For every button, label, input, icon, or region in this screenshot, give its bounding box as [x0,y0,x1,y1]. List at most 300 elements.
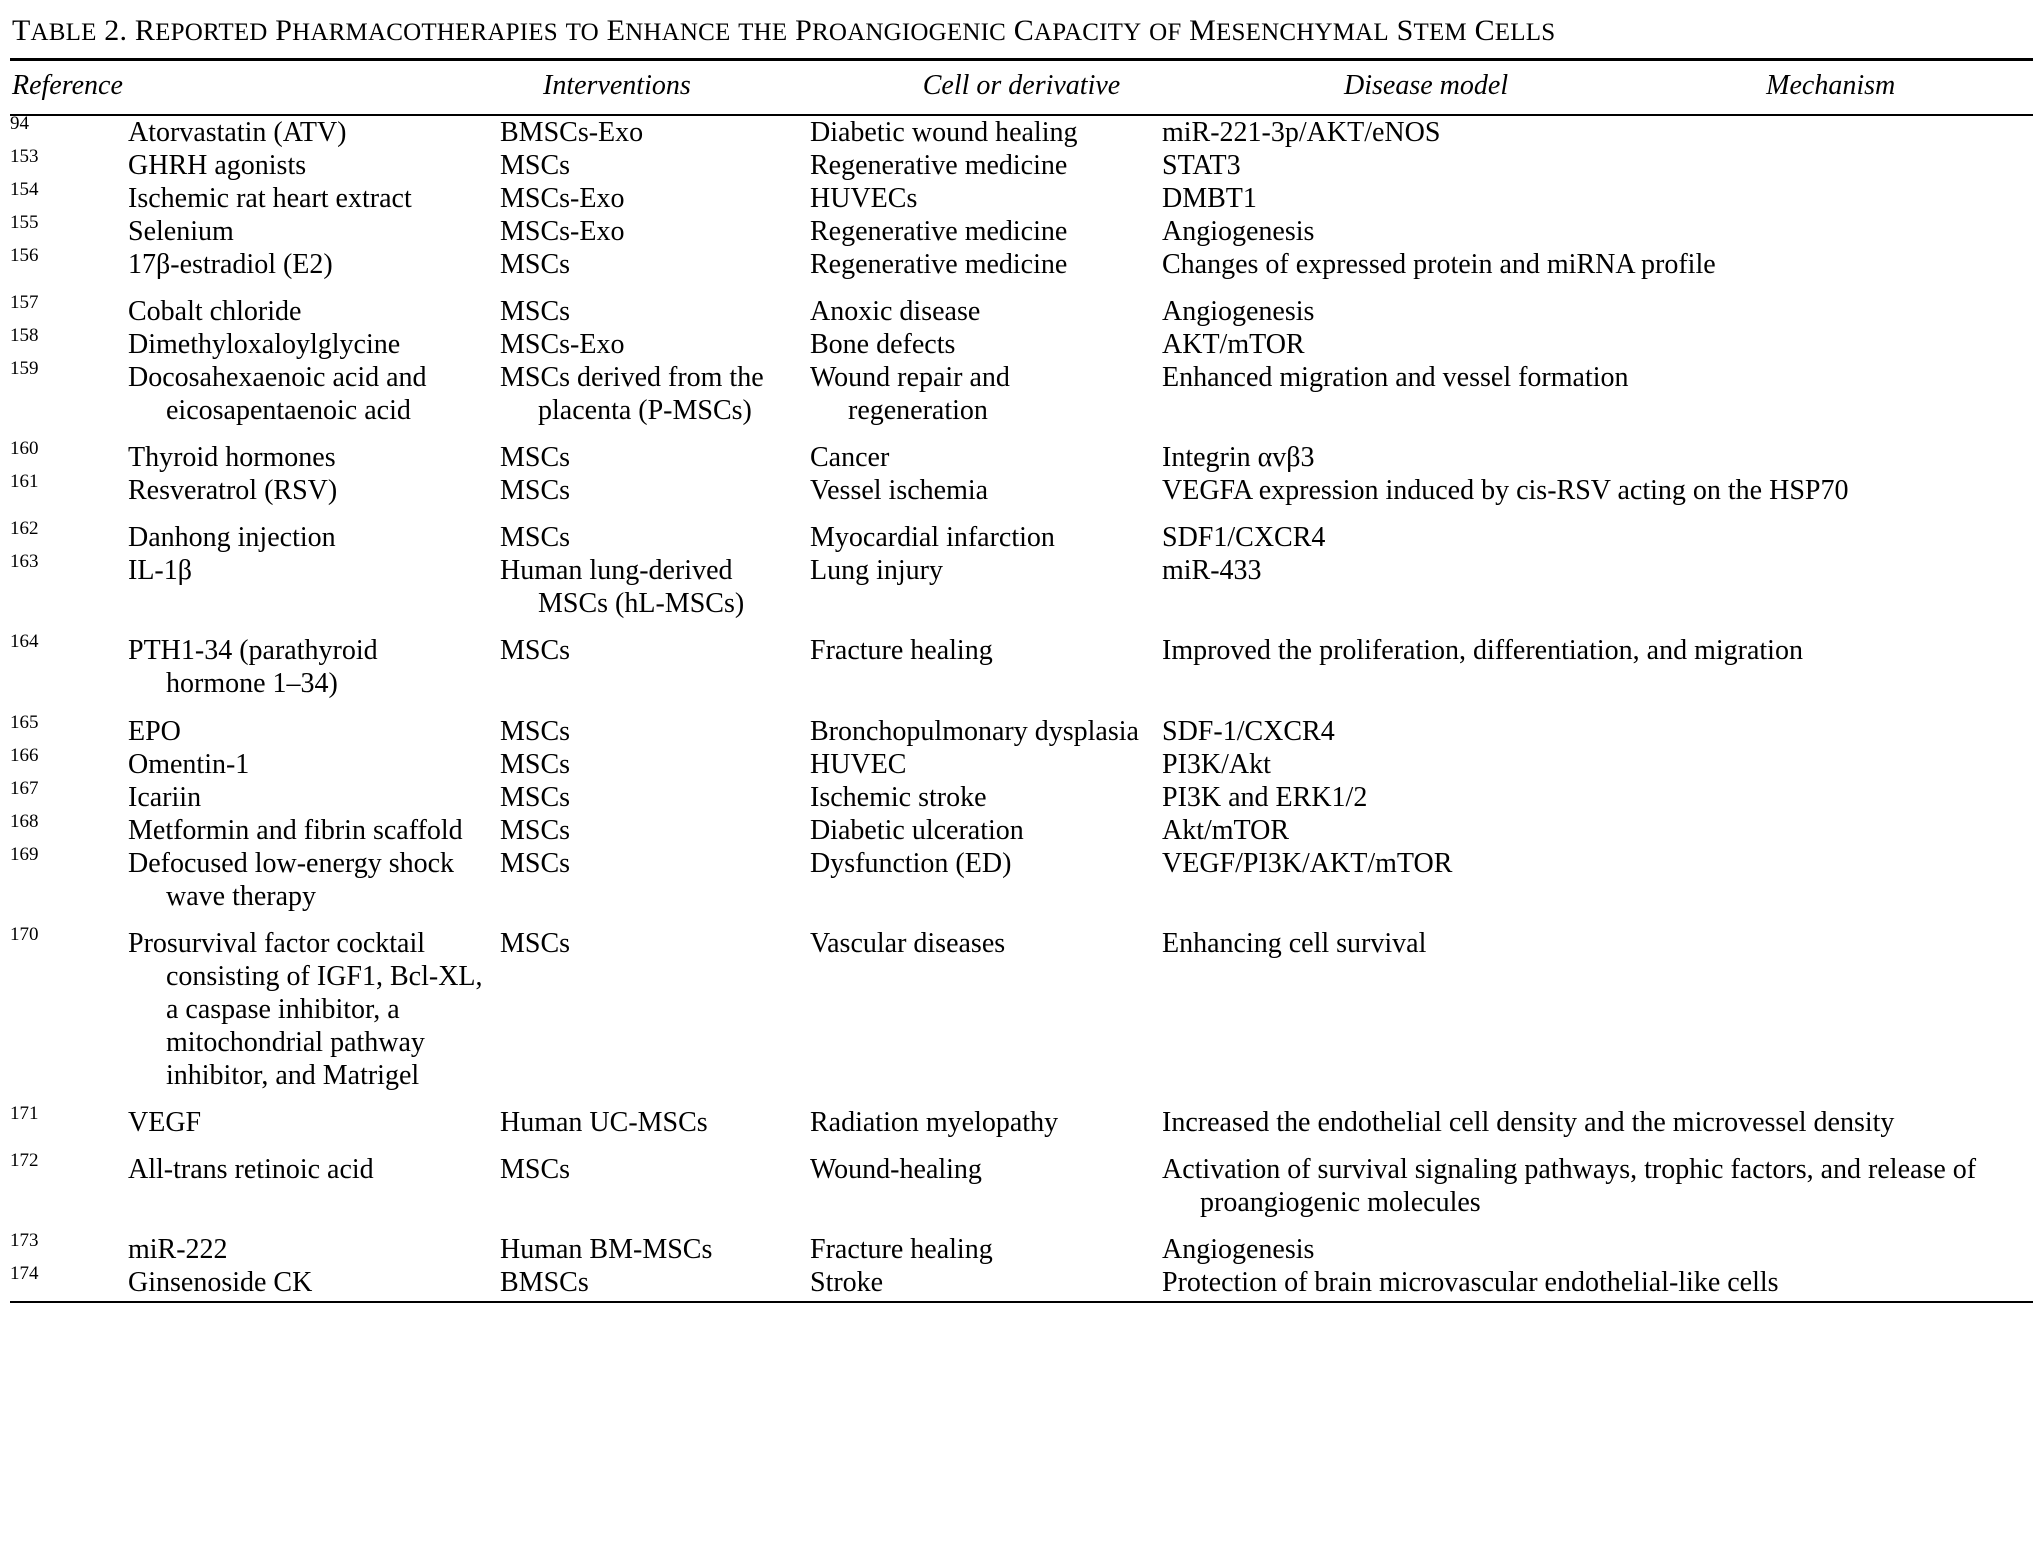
reference-cell [10,113,128,149]
reference-cell [10,358,128,427]
intervention-cell [128,295,500,328]
mechanism-cell-text: Improved the proliferation, differentiation, and migration [1162,635,1803,667]
mechanism-cell [1162,295,2033,328]
row-gap-cell [1162,281,2033,295]
reference-number: 166 [10,744,39,766]
row-gap-cell [1162,701,2033,715]
reference-number: 158 [10,325,39,347]
intervention-cell [128,847,500,913]
table-row [10,182,2033,215]
reference-cell [10,179,128,215]
cell-derivative-cell-text: MSCs [500,847,571,879]
disease-model-cell-text: Cancer [810,442,890,474]
cell-derivative-cell [500,248,810,281]
intervention-cell [128,215,500,248]
reference-cell [10,843,128,913]
mechanism-cell-text: Integrin αvβ3 [1162,442,1315,474]
cell-derivative-cell [500,215,810,248]
intervention-cell-text: miR-222 [128,1233,228,1265]
mechanism-cell-text: Akt/mTOR [1162,814,1290,846]
mechanism-cell [1162,1233,2033,1266]
disease-model-cell-text: Fracture healing [810,1233,993,1265]
disease-model-cell-text: Dysfunction (ED) [810,847,1012,879]
mechanism-cell-text: Protection of brain microvascular endothelial-like cells [1162,1266,1779,1298]
mechanism-cell-text: Angiogenesis [1162,1233,1315,1265]
mechanism-cell [1162,847,2033,913]
cell-derivative-cell-text: Human UC-MSCs [500,1106,708,1138]
reference-cell [10,1149,128,1219]
intervention-cell [128,1106,500,1139]
row-gap-cell [500,701,810,715]
reference-cell [10,518,128,554]
reference-number: 170 [10,923,39,945]
row-gap-cell [1162,1139,2033,1153]
reference-number: 163 [10,551,39,573]
reference-number: 155 [10,212,39,234]
disease-model-cell [810,248,1162,281]
mechanism-cell [1162,1106,2033,1139]
reference-number: 161 [10,471,39,493]
disease-model-cell-text: Fracture healing [810,635,993,667]
row-gap-cell [810,1139,1162,1153]
intervention-cell [128,927,500,1092]
mechanism-cell [1162,182,2033,215]
disease-model-cell-text: HUVEC [810,748,907,780]
row-gap-cell [810,913,1162,927]
reference-number: 157 [10,292,39,314]
intervention-cell [128,441,500,474]
reference-cell [10,810,128,847]
row-gap [10,1139,2033,1153]
reference-cell [10,1102,128,1139]
cell-derivative-cell-text: MSCs [500,522,571,554]
reference-number: 153 [10,146,39,168]
table-row [10,215,2033,248]
intervention-cell-text: PTH1-34 (parathyroid hormone 1–34) [128,635,378,700]
mechanism-cell [1162,781,2033,814]
row-gap-cell [1162,427,2033,441]
row-gap-cell [810,701,1162,715]
intervention-cell-text: GHRH agonists [128,150,307,182]
reference-number: 162 [10,518,39,540]
reference-cell [10,711,128,748]
reference-cell [10,245,128,281]
cell-derivative-cell-text: MSCs [500,475,571,507]
intervention-cell [128,248,500,281]
column-header-reference: Reference [12,70,123,101]
table-row [10,781,2033,814]
table-row [10,1153,2033,1219]
mechanism-cell [1162,215,2033,248]
intervention-cell-text: Docosahexaenoic acid and eicosapentaenoic acid [128,362,427,427]
intervention-cell [128,1153,500,1219]
reference-cell [10,777,128,814]
mechanism-cell [1162,748,2033,781]
cell-derivative-cell [500,634,810,700]
cell-derivative-cell-text: MSCs [500,442,571,474]
table-row [10,474,2033,507]
mechanism-cell-text: Enhanced migration and vessel formation [1162,362,1629,394]
intervention-cell [128,781,500,814]
disease-model-cell [810,116,1162,149]
disease-model-cell-text: Vessel ischemia [810,475,989,507]
row-gap-cell [1162,507,2033,521]
disease-model-cell [810,554,1162,620]
column-header-interventions: Interventions [543,70,691,101]
disease-model-cell [810,1233,1162,1266]
cell-derivative-cell [500,748,810,781]
intervention-cell-text: EPO [128,715,181,747]
cell-derivative-cell-text: Human BM-MSCs [500,1233,713,1265]
intervention-cell-text: Defocused low-energy shock wave therapy [128,847,455,912]
cell-derivative-cell-text: MSCs [500,781,571,813]
row-gap-cell [128,1092,500,1106]
reference-cell [10,325,128,361]
reference-number: 168 [10,810,39,832]
row-gap [10,701,2033,715]
mechanism-cell-text: SDF1/CXCR4 [1162,522,1326,554]
reference-number: 164 [10,631,39,653]
mechanism-cell-text: Angiogenesis [1162,216,1315,248]
table-row [10,295,2033,328]
disease-model-cell [810,182,1162,215]
cell-derivative-cell [500,814,810,847]
reference-cell [10,1262,128,1299]
disease-model-cell-text: Regenerative medicine [810,150,1068,182]
reference-number: 174 [10,1262,39,1284]
column-header-mechanism: Mechanism [1766,70,1896,101]
cell-derivative-cell [500,847,810,913]
row-gap-cell [128,427,500,441]
reference-cell [10,551,128,620]
reference-cell [10,923,128,1092]
mechanism-cell-text: Changes of expressed protein and miRNA profile [1162,249,1716,281]
table-label: T [12,14,31,47]
intervention-cell-text: Ginsenoside CK [128,1266,313,1298]
row-gap-cell [128,620,500,634]
row-gap [10,507,2033,521]
cell-derivative-cell-text: MSCs [500,1153,571,1185]
mechanism-cell [1162,554,2033,620]
row-gap-cell [500,507,810,521]
mechanism-cell [1162,634,2033,700]
table-row [10,361,2033,427]
mechanism-cell-text: DMBT1 [1162,183,1257,215]
cell-derivative-cell [500,781,810,814]
intervention-cell-text: Danhong injection [128,522,336,554]
cell-derivative-cell-text: MSCs-Exo [500,329,625,361]
intervention-cell [128,474,500,507]
disease-model-cell [810,748,1162,781]
intervention-cell-text: Cobalt chloride [128,296,302,328]
reference-number: 169 [10,843,39,865]
intervention-cell-text: Resveratrol (RSV) [128,475,338,507]
cell-derivative-cell-text: MSCs [500,748,571,780]
table-row [10,441,2033,474]
row-gap-cell [128,1139,500,1153]
mechanism-cell-text: Enhancing cell survival [1162,927,1427,959]
reference-number: 172 [10,1149,39,1171]
cell-derivative-cell [500,927,810,1092]
mechanism-cell [1162,715,2033,748]
intervention-cell-text: Dimethyloxaloylglycine [128,329,401,361]
mechanism-cell-text: AKT/mTOR [1162,329,1305,361]
disease-model-cell [810,927,1162,1092]
mechanism-cell-text: miR-221-3p/AKT/eNOS [1162,117,1441,148]
pharmacotherapies-table [10,61,2033,114]
reference-number: 165 [10,711,39,733]
intervention-cell [128,715,500,748]
disease-model-cell [810,474,1162,507]
cell-derivative-cell-text: MSCs [500,635,571,667]
row-gap [10,1092,2033,1106]
cell-derivative-cell-text: MSCs-Exo [500,183,625,215]
row-gap-cell [500,1092,810,1106]
table-row [10,149,2033,182]
row-gap [10,620,2033,634]
table-row [10,715,2033,748]
cell-derivative-cell-text: MSCs-Exo [500,216,625,248]
disease-model-cell [810,781,1162,814]
table-caption: TABLE 2. REPORTED PHARMACOTHERAPIES TO ENHANCE THE PROANGIOGENIC CAPACITY OF MESENCHYMAL STEM CELLS [12,14,1556,47]
disease-model-cell [810,361,1162,427]
column-header-cell: Cell or derivative [922,70,1121,101]
intervention-cell [128,554,500,620]
cell-derivative-cell-text: MSCs derived from the placenta (P-MSCs) [500,362,764,427]
reference-number: 167 [10,777,39,799]
disease-model-cell [810,328,1162,361]
disease-model-cell-text: Bone defects [810,329,956,361]
row-gap-cell [1162,1219,2033,1233]
table-row [10,814,2033,847]
mechanism-cell [1162,474,2033,507]
disease-model-cell [810,295,1162,328]
mechanism-cell [1162,248,2033,281]
intervention-cell-text: Metformin and fibrin scaffold [128,814,463,846]
table-row [10,554,2033,620]
disease-model-cell-text: Regenerative medicine [810,216,1068,248]
table-body [10,113,2033,1299]
cell-derivative-cell [500,1153,810,1219]
row-gap-cell [128,1219,500,1233]
mechanism-cell-text: Activation of survival signaling pathways, trophic factors, and release of proangiogenic molecules [1162,1153,1977,1218]
table-row [10,927,2033,1092]
reference-cell [10,212,128,248]
row-gap-cell [128,281,500,295]
disease-model-cell-text: Radiation myelopathy [810,1106,1059,1138]
cell-derivative-cell [500,1266,810,1299]
intervention-cell [128,182,500,215]
table-row [10,1106,2033,1139]
cell-derivative-cell-text: MSCs [500,927,571,959]
reference-cell [10,631,128,700]
mechanism-cell-text: VEGFA expression induced by cis-RSV acting on the HSP70 [1162,475,1849,507]
row-gap-cell [128,913,500,927]
intervention-cell [128,748,500,781]
row-gap [10,427,2033,441]
table-bottom-rule [10,1301,2033,1303]
reference-number: 173 [10,1229,39,1251]
table-row [10,521,2033,554]
mechanism-cell-text: miR-433 [1162,555,1262,587]
mechanism-cell-text: Angiogenesis [1162,296,1315,328]
disease-model-cell-text: Wound repair and regeneration [810,362,1010,427]
intervention-cell-text: Selenium [128,216,234,248]
intervention-cell [128,634,500,700]
intervention-cell [128,361,500,427]
row-gap-cell [1162,913,2033,927]
disease-model-cell [810,1106,1162,1139]
disease-model-cell-text: Lung injury [810,555,943,587]
disease-model-cell-text: Ischemic stroke [810,781,987,813]
disease-model-cell-text: Diabetic wound healing [810,117,1078,148]
reference-cell [10,1229,128,1266]
cell-derivative-cell [500,116,810,149]
intervention-cell [128,521,500,554]
cell-derivative-cell-text: Human lung-derived MSCs (hL-MSCs) [500,555,745,620]
cell-derivative-cell [500,441,810,474]
table-body-wrapper [10,113,2033,1299]
intervention-cell-text: All-trans retinoic acid [128,1153,374,1185]
row-gap-cell [1162,620,2033,634]
intervention-cell [128,328,500,361]
mechanism-cell-text: STAT3 [1162,150,1241,182]
cell-derivative-cell [500,295,810,328]
reference-cell [10,292,128,328]
row-gap-cell [500,281,810,295]
reference-number: 159 [10,358,39,380]
cell-derivative-cell-text: MSCs [500,814,571,846]
row-gap-cell [810,1219,1162,1233]
cell-derivative-cell [500,328,810,361]
intervention-cell [128,1233,500,1266]
mechanism-cell [1162,328,2033,361]
reference-number: 154 [10,179,39,201]
table-row [10,748,2033,781]
cell-derivative-cell [500,182,810,215]
row-gap-cell [810,427,1162,441]
cell-derivative-cell [500,474,810,507]
disease-model-cell [810,149,1162,182]
cell-derivative-cell [500,521,810,554]
mechanism-cell-text: VEGF/PI3K/AKT/mTOR [1162,847,1453,879]
mechanism-cell-text: PI3K/Akt [1162,748,1271,780]
row-gap-cell [810,507,1162,521]
cell-derivative-cell-text: BMSCs [500,1266,589,1298]
column-header-disease: Disease model [1344,70,1509,101]
mechanism-cell [1162,116,2033,149]
disease-model-cell [810,847,1162,913]
row-gap-cell [500,1139,810,1153]
disease-model-cell [810,441,1162,474]
reference-number: 171 [10,1102,39,1124]
intervention-cell-text: 17β-estradiol (E2) [128,249,333,281]
disease-model-cell-text: Myocardial infarction [810,522,1055,554]
intervention-cell [128,814,500,847]
reference-number: 160 [10,438,39,460]
cell-derivative-cell [500,1106,810,1139]
row-gap-cell [810,1092,1162,1106]
disease-model-cell [810,715,1162,748]
row-gap-cell [1162,1092,2033,1106]
cell-derivative-cell [500,715,810,748]
disease-model-cell [810,521,1162,554]
row-gap [10,1219,2033,1233]
disease-model-cell-text: Anoxic disease [810,296,981,328]
row-gap-cell [500,620,810,634]
disease-model-cell [810,814,1162,847]
cell-derivative-cell-text: MSCs [500,715,571,747]
mechanism-cell-text: PI3K and ERK1/2 [1162,781,1368,813]
disease-model-cell-text: Vascular diseases [810,927,1006,959]
table-row [10,1233,2033,1266]
intervention-cell-text: IL-1β [128,555,192,587]
table-row [10,847,2033,913]
table-row [10,1266,2033,1299]
intervention-cell-text: Ischemic rat heart extract [128,183,412,215]
intervention-cell [128,1266,500,1299]
intervention-cell-text: Icariin [128,781,202,813]
intervention-cell-text: Thyroid hormones [128,442,336,474]
disease-model-cell [810,1153,1162,1219]
intervention-cell [128,116,500,149]
row-gap-cell [810,281,1162,295]
intervention-cell-text: Atorvastatin (ATV) [128,117,347,148]
table-row [10,248,2033,281]
disease-model-cell [810,634,1162,700]
cell-derivative-cell-text: MSCs [500,150,571,182]
row-gap [10,281,2033,295]
disease-model-cell-text: Stroke [810,1266,884,1298]
reference-cell [10,438,128,474]
cell-derivative-cell [500,361,810,427]
table-header [10,61,2033,114]
mechanism-cell [1162,149,2033,182]
table-row [10,634,2033,700]
reference-number: 156 [10,245,39,267]
disease-model-cell-text: Wound-healing [810,1153,982,1185]
reference-cell [10,471,128,507]
disease-model-cell [810,215,1162,248]
cell-derivative-cell [500,149,810,182]
cell-derivative-cell-text: MSCs [500,249,571,281]
cell-derivative-cell-text: MSCs [500,296,571,328]
disease-model-cell-text: Bronchopulmonary dysplasia [810,715,1139,747]
row-gap-cell [500,427,810,441]
disease-model-cell-text: HUVECs [810,183,918,215]
intervention-cell-text: Prosurvival factor cocktail consisting of IGF1, Bcl-XL, a caspase inhibitor, a mitochondrial pathway inhibitor, and Matrigel [128,927,483,1091]
row-gap-cell [500,913,810,927]
disease-model-cell [810,1266,1162,1299]
row-gap [10,913,2033,927]
reference-cell [10,146,128,182]
reference-cell [10,744,128,781]
mechanism-cell [1162,361,2033,427]
cell-derivative-cell-text: BMSCs-Exo [500,117,644,148]
mechanism-cell [1162,1266,2033,1299]
mechanism-cell [1162,814,2033,847]
mechanism-cell [1162,1153,2033,1219]
table-row [10,328,2033,361]
reference-number: 94 [10,113,29,134]
cell-derivative-cell [500,554,810,620]
disease-model-cell-text: Regenerative medicine [810,249,1068,281]
mechanism-cell [1162,927,2033,1092]
table-row [10,116,2033,149]
intervention-cell-text: VEGF [128,1106,202,1138]
row-gap-cell [128,701,500,715]
mechanism-cell-text: Increased the endothelial cell density and the microvessel density [1162,1106,1895,1138]
